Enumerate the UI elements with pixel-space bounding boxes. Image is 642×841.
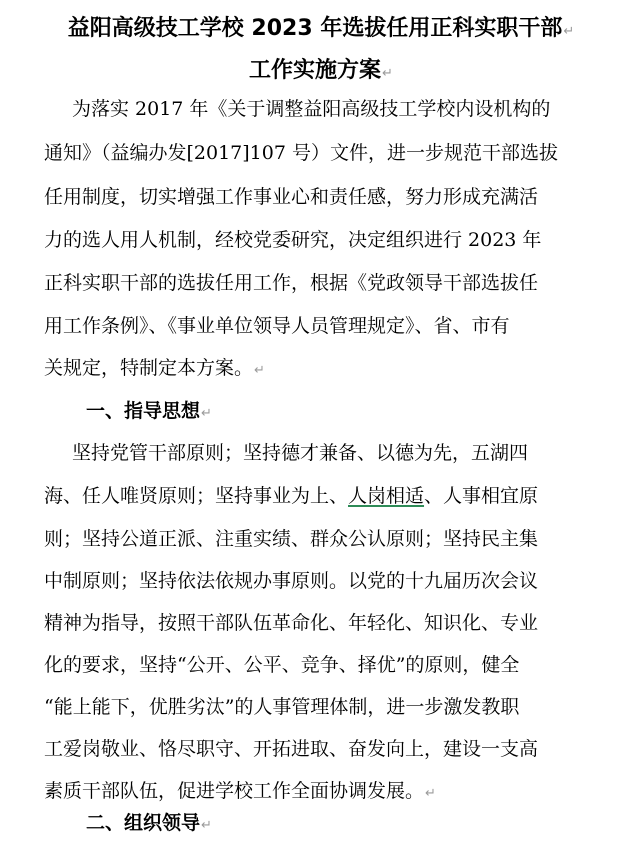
section1-line: 工爱岗敬业、恪尽职守、开拓进取、奋发向上，建设一支高	[44, 738, 539, 760]
section1-line: 则；坚持公道正派、注重实绩、群众公认原则；坚持民主集	[44, 528, 539, 550]
paragraph-mark-icon: ↵	[382, 66, 393, 81]
document-title-line-1: 益阳高级技工学校 2023 年选拔任用正科实职干部↵	[67, 16, 575, 41]
section1-line: 精神为指导，按照干部队伍革命化、年轻化、知识化、专业	[44, 612, 539, 634]
paragraph-mark-icon: ↵	[254, 363, 265, 378]
intro-line: 通知》（益编办发[2017]107 号）文件，进一步规范干部选拔	[44, 142, 558, 164]
paragraph-mark-icon: ↵	[563, 24, 575, 39]
intro-line: 正科实职干部的选拔任用工作，根据《党政领导干部选拔任	[44, 272, 539, 294]
intro-line: 力的选人用人机制，经校党委研究，决定组织进行 2023 年	[44, 229, 542, 251]
grammar-check-underline: 人岗相适	[348, 485, 425, 507]
section1-line: 坚持党管干部原则；坚持德才兼备、以德为先，五湖四	[72, 442, 529, 464]
paragraph-mark-icon: ↵	[201, 818, 212, 833]
paragraph-mark-icon: ↵	[425, 786, 436, 801]
section1-line: 化的要求，坚持“公开、公平、竞争、择优”的原则，健全	[44, 654, 520, 676]
intro-line: 任用制度，切实增强工作事业心和责任感，努力形成充满活	[44, 186, 539, 208]
intro-line: 用工作条例》、《事业单位领导人员管理规定》、省、市有	[44, 315, 510, 337]
paragraph-mark-icon: ↵	[201, 406, 212, 421]
intro-line: 为落实 2017 年《关于调整益阳高级技工学校内设机构的	[72, 98, 551, 120]
document-title-line-2: 工作实施方案↵	[249, 58, 393, 83]
section1-line-last: 素质干部队伍，促进学校工作全面协调发展。↵	[44, 780, 436, 802]
section-heading-organization: 二、组织领导↵	[86, 812, 212, 834]
section1-line: “能上能下，优胜劣汰”的人事管理体制，进一步激发教职	[44, 696, 520, 718]
section1-line: 海、任人唯贤原则；坚持事业为上、人岗相适、人事相宜原	[44, 485, 539, 507]
section-heading-guiding-ideology: 一、指导思想↵	[86, 400, 212, 422]
section1-line: 中制原则；坚持依法依规办事原则。以党的十九届历次会议	[44, 570, 539, 592]
intro-line-last: 关规定，特制定本方案。↵	[44, 357, 265, 379]
